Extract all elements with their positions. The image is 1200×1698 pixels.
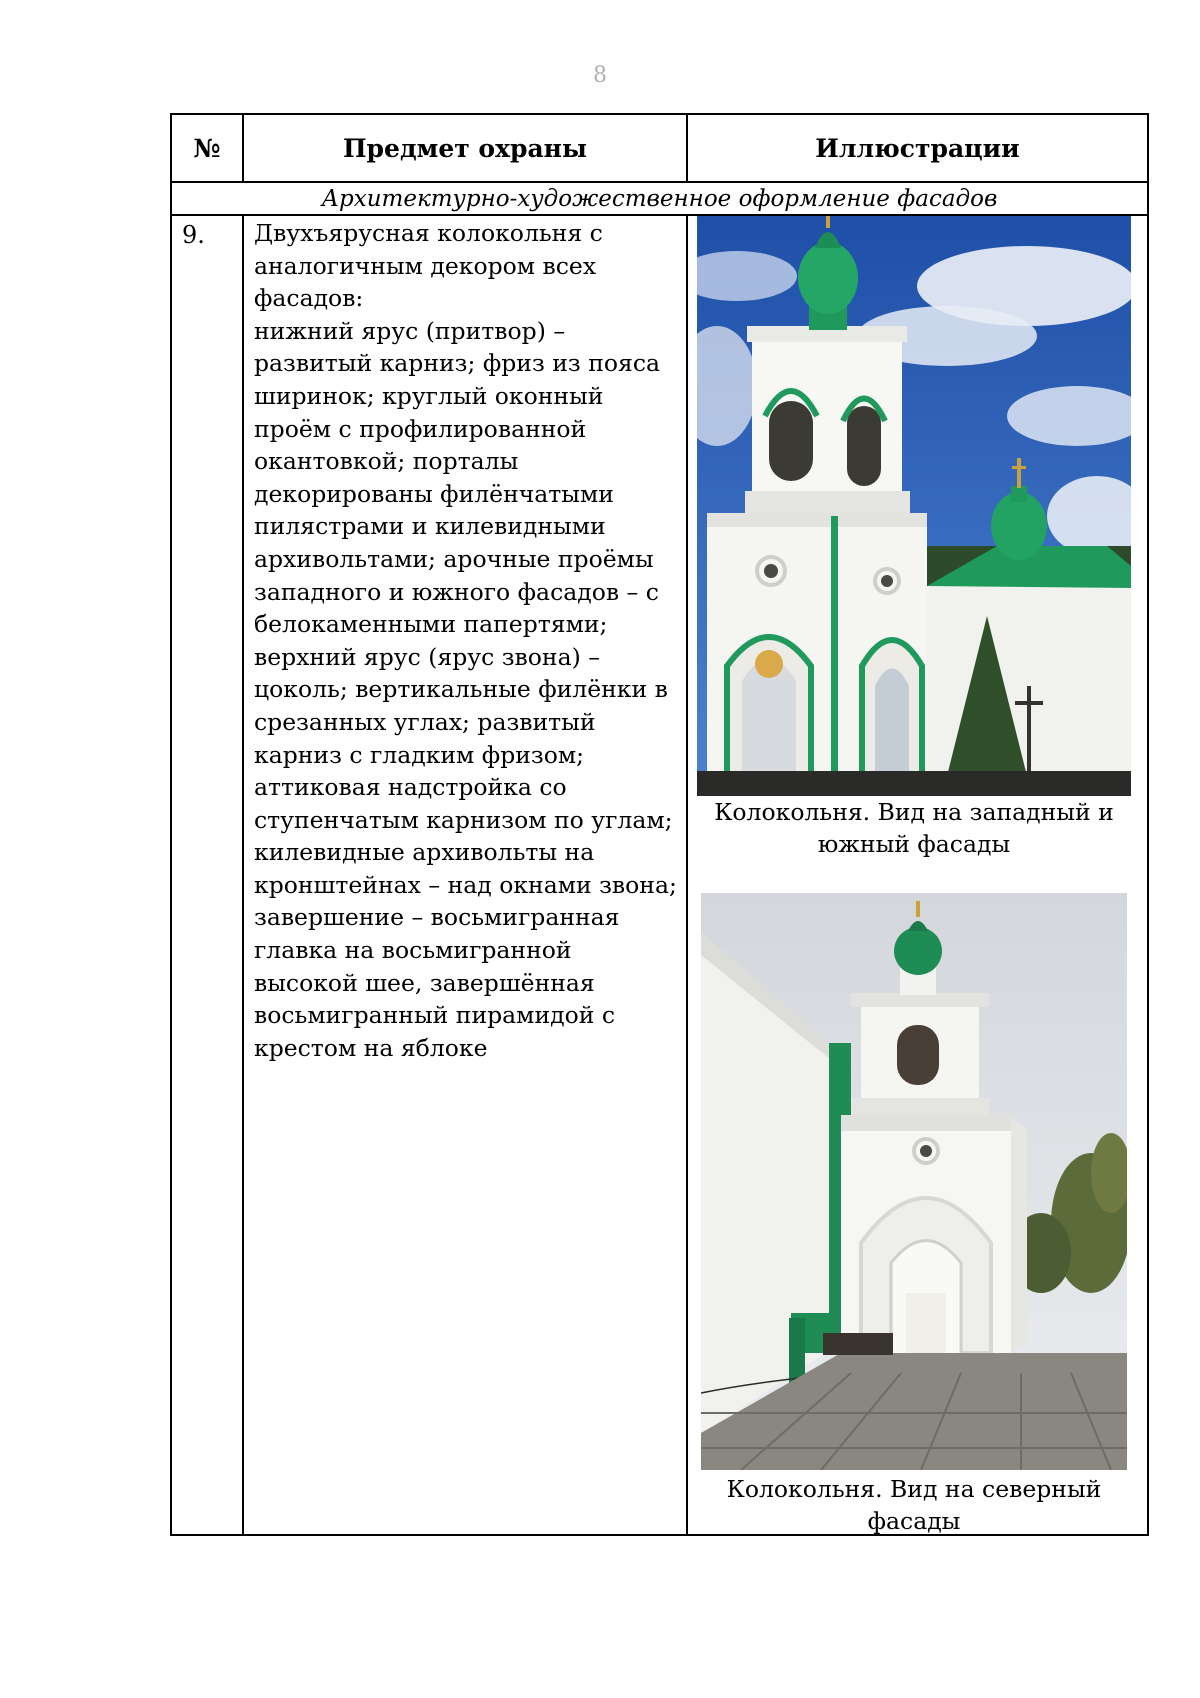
bell-tower-north-photo	[701, 893, 1127, 1470]
photo-caption: Колокольня. Вид на западный и южный фасады	[714, 798, 1114, 858]
header-row	[171, 114, 1148, 182]
row-number: 9.	[171, 215, 243, 1535]
bell-tower-west-south-photo	[697, 216, 1131, 796]
section-title: Архитектурно-художественное оформление фасадов	[171, 182, 1148, 215]
photo-caption: Колокольня. Вид на северный фасады	[726, 1475, 1102, 1535]
header-illustrations: Иллюстрации	[687, 114, 1148, 182]
section-row	[171, 182, 1148, 215]
header-subject: Предмет охраны	[243, 114, 687, 182]
header-number: №	[171, 114, 243, 182]
page-number: 8	[593, 63, 607, 88]
row-description: Двухъярусная колокольня с аналогичным декором всех фасадов: нижний ярус (притвор) – развитый карниз; фриз из пояса ширинок; круглый оконный проём с профилированной окантовкой; порталы декорированы филёнчатыми пилястрами и килевидными архивольтами; арочные проёмы западного и южного фасадов – с белокаменными папертями; верхний ярус (ярус звона) – цоколь; вертикальные филёнки в срезанных углах; развитый карниз с гладким фризом; аттиковая надстройка со ступенчатым карнизом по углам; килевидные архивольты на кронштейнах – над окнами звона; завершение – восьмигранная главка на восьмигранной высокой шее, завершённая восьмигранный пирамидой с крестом на яблоке	[243, 215, 687, 1535]
